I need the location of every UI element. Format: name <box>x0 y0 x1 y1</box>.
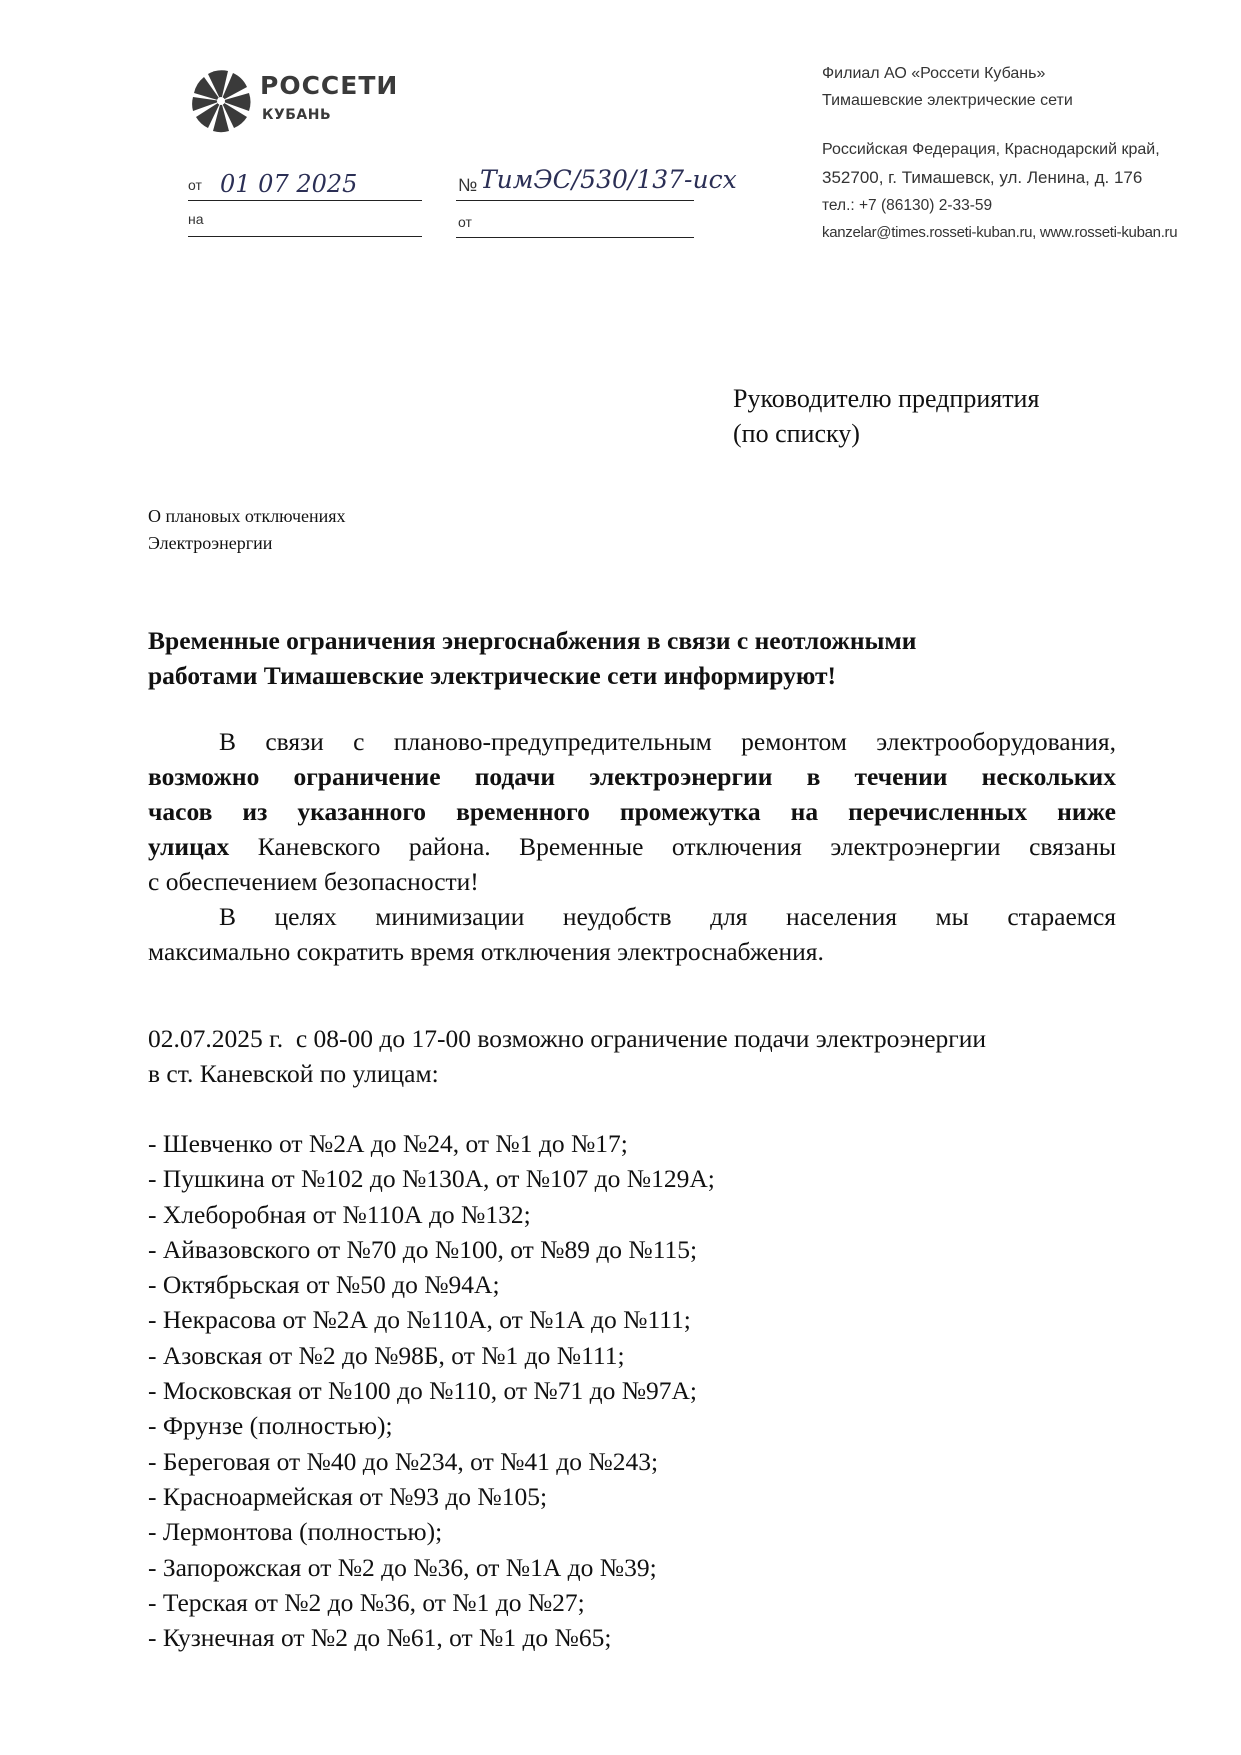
addressee-note: (по списку) <box>733 419 860 448</box>
sender-contacts: kanzelar@times.rosseti-kuban.ru, www.rosseti-kuban.ru <box>822 224 1178 241</box>
street-item: - Московская от №100 до №110, от №71 до №97А; <box>148 1376 698 1406</box>
street-item: - Запорожская от №2 до №36, от №1А до №39; <box>148 1552 657 1582</box>
sender-block <box>822 60 1222 246</box>
letter-subject <box>148 503 346 557</box>
sender-org: Филиал АО «Россети Кубань» <box>822 65 1046 82</box>
street-item: - Фрунзе (полностью); <box>148 1411 393 1441</box>
para1-line-4-rest: Каневского района. Временные отключения электроэнергии связаны <box>229 832 1116 861</box>
street-item: - Красноармейская от №93 до №105; <box>148 1481 548 1511</box>
heading-line-2: работами Тимашевские электрические сети информируют! <box>148 661 837 690</box>
notice-heading <box>148 623 917 693</box>
handwritten-date: 01 07 2025 <box>220 170 358 198</box>
handwritten-number: ТимЭС/530/137-исх <box>480 165 737 194</box>
rosseti-emblem-icon <box>188 65 254 135</box>
street-item: - Азовская от №2 до №98Б, от №1 до №111; <box>148 1340 625 1370</box>
sender-phone: тел.: +7 (86130) 2-33-59 <box>822 197 993 214</box>
para1-line-5: с обеспечением безопасности! <box>148 867 479 896</box>
street-item: - Лермонтова (полностью); <box>148 1517 443 1547</box>
street-item: - Хлеборобная от №110А до №132; <box>148 1199 531 1229</box>
paragraph-minimize <box>148 899 1116 969</box>
street-item: - Айвазовского от №70 до №100, от №89 до №115; <box>148 1234 698 1264</box>
schedule-line-2: в ст. Каневской по улицам: <box>148 1059 439 1088</box>
number-from-line <box>456 237 694 238</box>
to-line <box>188 236 422 237</box>
outage-schedule <box>148 1021 986 1091</box>
company-logo <box>188 65 398 137</box>
para2-line-2: максимально сократить время отключения электроснабжения. <box>148 937 824 966</box>
street-item: - Некрасова от №2А до №110А, от №1А до №111; <box>148 1305 691 1335</box>
street-item: - Кузнечная от №2 до №61, от №1 до №65; <box>148 1623 612 1653</box>
ref-from-label: от <box>188 177 202 193</box>
ref-to-label: на <box>188 211 204 227</box>
street-item: - Шевченко от №2А до №24, от №1 до №17; <box>148 1129 628 1158</box>
para1-line-3: часов из указанного временного промежутка на перечисленных ниже <box>148 797 1116 826</box>
sender-country: Российская Федерация, Краснодарский край, <box>822 141 1160 158</box>
sender-branch: Тимашевские электрические сети <box>822 92 1073 109</box>
number-prefix: № <box>458 175 478 195</box>
addressee <box>733 381 1039 451</box>
addressee-title: Руководителю предприятия <box>733 384 1040 413</box>
street-item: - Октябрьская от №50 до №94А; <box>148 1270 500 1300</box>
para1-line-4 <box>148 829 1116 864</box>
date-line <box>188 200 422 201</box>
number-line <box>456 200 694 201</box>
para1-bold-streets: улицах <box>148 832 230 861</box>
paragraph-repair <box>148 724 1116 899</box>
street-item: - Пушкина от №102 до №130А, от №107 до №129А; <box>148 1164 715 1194</box>
schedule-line-1: 02.07.2025 г. с 08-00 до 17-00 возможно ограничение подачи электроэнергии <box>148 1024 987 1053</box>
street-item: - Береговая от №40 до №234, от №41 до №243; <box>148 1446 659 1476</box>
logo-region: КУБАНЬ <box>262 107 332 123</box>
subject-line-1: О плановых отключениях <box>148 506 346 526</box>
subject-line-2: Электроэнергии <box>148 533 273 553</box>
street-item: - Терская от №2 до №36, от №1 до №27; <box>148 1587 585 1617</box>
sender-address: 352700, г. Тимашевск, ул. Ленина, д. 176 <box>822 168 1143 187</box>
street-list <box>148 1126 715 1655</box>
heading-line-1: Временные ограничения энергоснабжения в связи с неотложными <box>148 626 917 655</box>
para1-line-1: В связи с планово-предупредительным ремонтом электрооборудования, <box>219 727 1116 756</box>
para1-line-2: возможно ограничение подачи электроэнергии в течении нескольких <box>148 762 1116 791</box>
logo-name: РОССЕТИ <box>260 71 399 100</box>
number-from-label: от <box>458 214 472 230</box>
para2-line-1: В целях минимизации неудобств для населения мы стараемся <box>219 902 1116 931</box>
